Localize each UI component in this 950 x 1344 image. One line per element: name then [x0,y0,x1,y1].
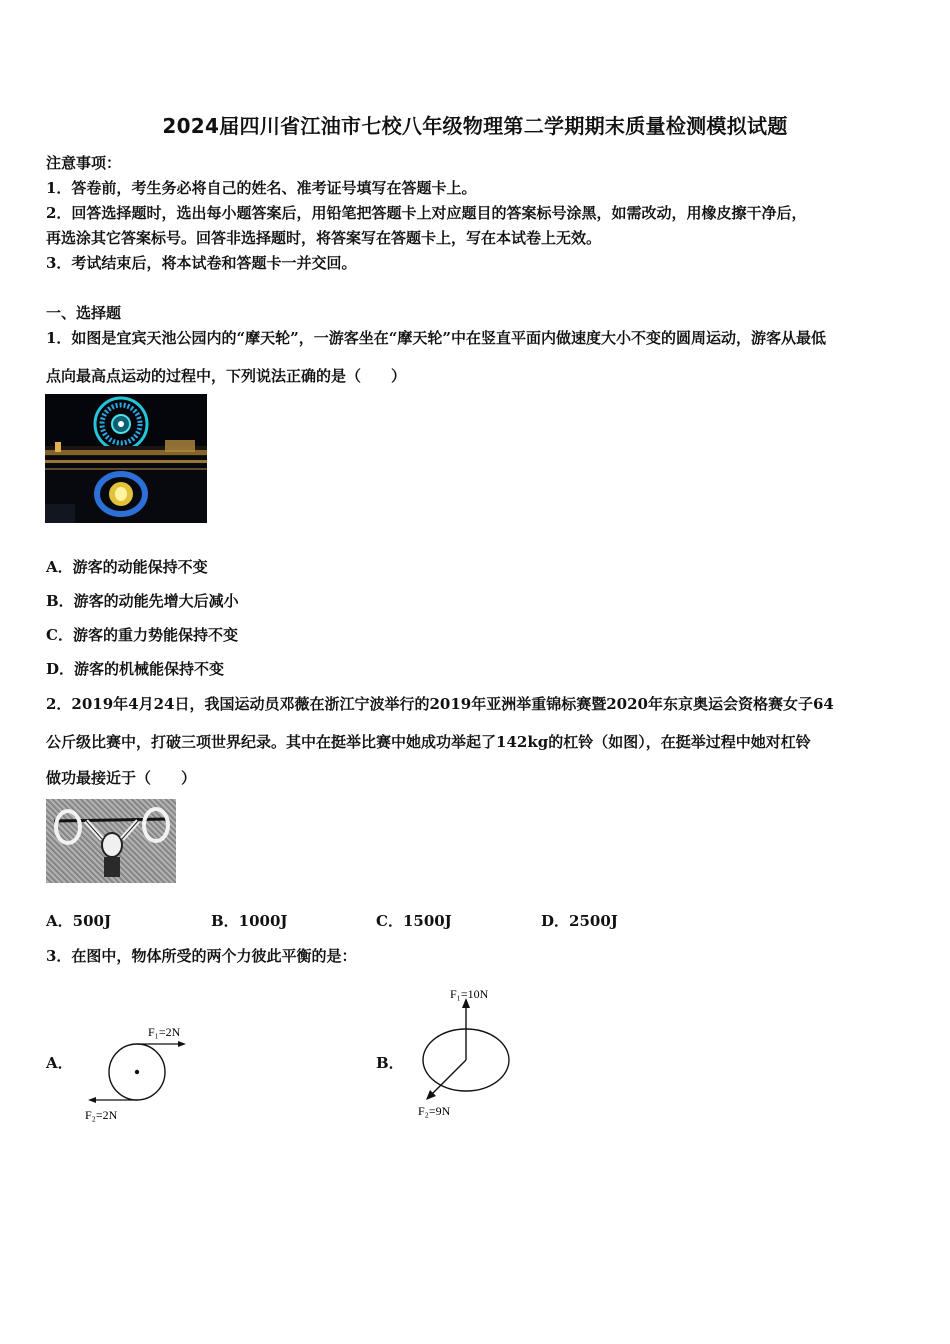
page-title: 2024届四川省江油市七校八年级物理第二学期期末质量检测模拟试题 [162,114,788,138]
q3b-f2-label: F₂=9N [418,1104,451,1118]
notice-heading: 注意事项： [46,154,122,172]
q1-stem-line2: 点向最高点运动的过程中，下列说法正确的是（ ） [46,367,407,385]
q2-option-d: D．2500J [541,912,618,930]
q1-option-a: A．游客的动能保持不变 [46,558,208,576]
notice-item-1: 1．答卷前，考生务必将自己的姓名、准考证号填写在答题卡上。 [46,179,477,197]
q3a-f2-label: F₂=2N [85,1108,118,1122]
q2-stem-line2: 公斤级比赛中，打破三项世界纪录。其中在挺举比赛中她成功举起了142kg的杠铃（如图），在挺举过程中她对杠铃 [46,733,811,751]
q1-option-d: D．游客的机械能保持不变 [46,660,225,678]
weightlifter-photo [46,799,176,883]
section-heading: 一、选择题 [46,304,122,322]
ferris-wheel-photo [45,394,207,523]
notice-item-3: 3．考试结束后，将本试卷和答题卡一并交回。 [46,254,357,272]
q3-figure-a [80,1018,200,1128]
q1-stem-line1: 1．如图是宜宾天池公园内的“摩天轮”，一游客坐在“摩天轮”中在竖直平面内做速度大小不变的圆周运动，游客从最低 [46,329,826,347]
q3a-f1-label: F₁=2N [148,1025,181,1039]
q2-stem-line1: 2．2019年4月24日，我国运动员邓薇在浙江宁波举行的2019年亚洲举重锦标赛暨2020年东京奥运会资格赛女子64 [46,695,834,713]
notice-item-2-cont: 再选涂其它答案标号。回答非选择题时，将答案写在答题卡上，写在本试卷上无效。 [46,229,602,247]
q2-option-c: C．1500J [376,912,452,930]
notice-item-2: 2．回答选择题时，选出每小题答案后，用铅笔把答题卡上对应题目的答案标号涂黑，如需改动，用橡皮擦干净后， [46,204,807,222]
q1-option-b: B．游客的动能先增大后减小 [46,592,239,610]
q2-option-b: B．1000J [211,912,288,930]
q3-stem: 3．在图中，物体所受的两个力彼此平衡的是： [46,947,357,965]
q3b-f1-label: F₁=10N [450,987,489,1001]
q2-option-a: A．500J [46,912,112,930]
q1-option-c: C．游客的重力势能保持不变 [46,626,238,644]
q3-figure-b [410,980,530,1130]
q2-stem-line3: 做功最接近于（ ） [46,769,197,787]
q3-option-b-label: B． [376,1054,404,1072]
q3-option-a-label: A． [46,1054,73,1072]
